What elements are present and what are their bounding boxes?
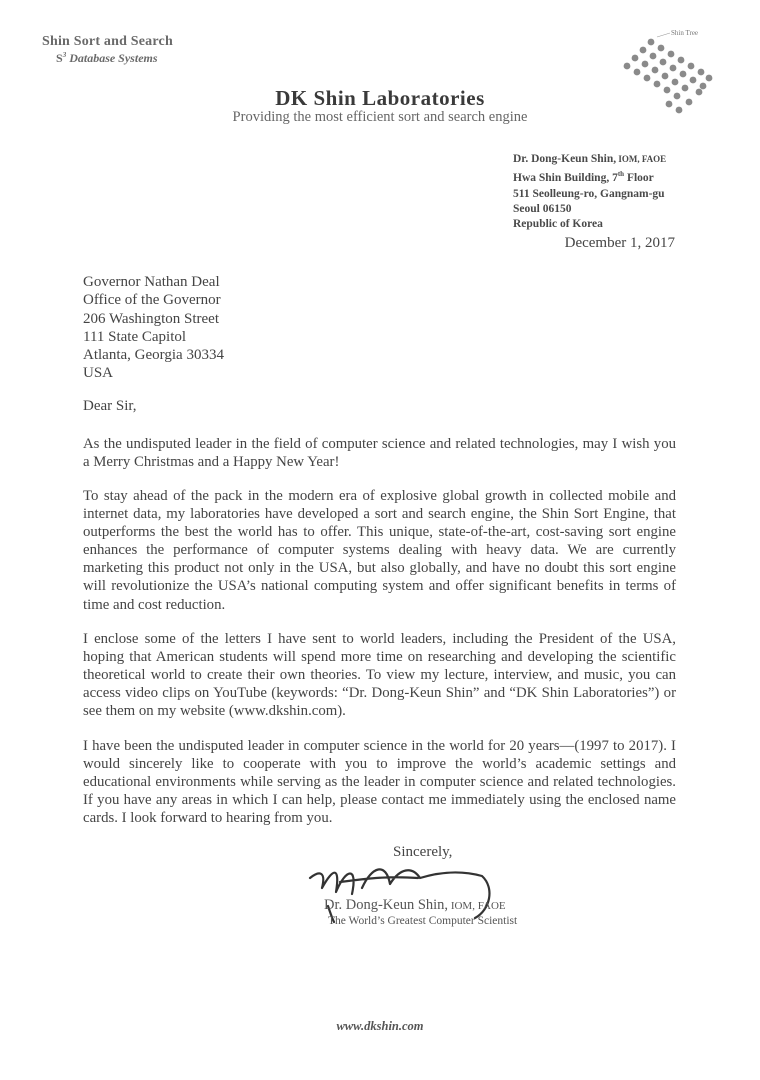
sender-credentials: IOM, FAOE	[616, 154, 667, 164]
shin-tree-dot	[640, 47, 647, 54]
recipient-building: 111 State Capitol	[83, 328, 187, 345]
shin-tree-dot	[652, 67, 659, 74]
shin-tree-label: Shin Tree	[671, 29, 699, 37]
shin-tree-dot	[624, 63, 631, 70]
signatory-credentials: IOM, FAOE	[448, 900, 506, 912]
shin-tree-dot	[644, 75, 651, 82]
sender-name: Dr. Dong-Keun Shin,	[513, 153, 617, 165]
recipient-city: Atlanta, Georgia 30334	[83, 347, 224, 364]
recipient-address	[83, 273, 224, 383]
shin-tree-dot	[698, 69, 705, 76]
sender-address	[513, 152, 666, 233]
signatory-name-line	[324, 897, 506, 914]
shin-tree-dot	[632, 55, 639, 62]
shin-tree-dot	[642, 61, 649, 68]
lab-title: DK Shin Laboratories	[275, 86, 485, 110]
sender-name-line	[513, 152, 666, 167]
recipient-office: Office of the Governor	[83, 292, 221, 309]
shin-tree-dot	[634, 69, 641, 76]
brand-tag-sup: 3	[62, 51, 67, 59]
lab-subtitle: Providing the most efficient sort and search engine	[232, 109, 528, 125]
valediction: Sincerely,	[393, 844, 453, 860]
sender-city: Seoul 06150	[513, 203, 572, 216]
shin-tree-dot	[672, 79, 679, 86]
brand-name: Shin Sort and Search	[42, 34, 173, 49]
recipient-name: Governor Nathan Deal	[83, 274, 220, 290]
body-paragraph-3: I enclose some of the letters I have sent to world leaders, including the President of the USA, hoping that American students will spend more time on researching and developing the scientific theoretical world to create their own theories. To view my lecture, interview, and music, you can access video clips on YouTube (keywords: “Dr. Dong-Keun Shin” and “DK Shin Laboratories”) or see them on my website (www.dkshin.com).	[83, 631, 676, 720]
shin-tree-dot	[668, 51, 675, 58]
body-paragraph-4: I have been the undisputed leader in computer science in the world for 20 years—(1997 to 2017). I would sincerely like to cooperate with you to improve the world’s academic settings and educational environments while serving as the leader in computer science and related technologies. If you have any areas in which I can help, please contact me immediately using the enclosed name cards. I look forward to hearing from you.	[83, 738, 676, 827]
shin-tree-dot	[680, 71, 687, 78]
signatory-name: Dr. Dong-Keun Shin,	[324, 897, 449, 913]
shin-tree-dot	[690, 77, 697, 84]
shin-tree-dot	[678, 57, 685, 64]
signatory-title: The World’s Greatest Computer Scientist	[328, 915, 518, 927]
shin-tree-dot	[648, 39, 655, 46]
brand-tag-text: Database Systems	[66, 51, 158, 65]
salutation: Dear Sir,	[83, 398, 137, 414]
sender-building: Hwa Shin Building, 7	[513, 172, 618, 185]
sender-building-tail: Floor	[624, 172, 654, 185]
shin-tree-dot	[662, 73, 669, 80]
footer-website: www.dkshin.com	[336, 1019, 424, 1033]
shin-tree-pointer	[657, 33, 670, 37]
shin-tree-dot	[650, 53, 657, 60]
body-paragraph-2: To stay ahead of the pack in the modern era of explosive global growth in collected mobile and internet data, my laboratories have developed a sort and search engine, the Shin Sort Engine, that outperforms the best the world has to offer. This unique, state-of-the-art, cost-saving sort engine enhances the performance of computer systems dealing with heavy data. We are currently marketing this product not only in the USA, but also globally, and have no doubt this sort engine will revolutionize the USA’s national computing system and offer significant benefits in terms of time and cost reduction.	[83, 488, 676, 613]
letter-date: December 1, 2017	[564, 235, 675, 251]
recipient-street: 206 Washington Street	[83, 310, 220, 327]
shin-tree-dot	[706, 75, 713, 82]
sender-building-sup: th	[617, 170, 625, 179]
sender-building-line	[513, 167, 666, 186]
brand-tag-s: S	[56, 51, 63, 65]
sender-country: Republic of Korea	[513, 218, 603, 231]
sender-street: 511 Seolleung-ro, Gangnam-gu	[513, 187, 665, 200]
shin-tree-dot	[688, 63, 695, 70]
body-paragraph-1: As the undisputed leader in the field of computer science and related technologies, may I wish you a Merry Christmas and a Happy New Year!	[83, 436, 676, 471]
shin-tree-dot	[658, 45, 665, 52]
recipient-country: USA	[83, 365, 114, 382]
shin-tree-dot	[660, 59, 667, 66]
shin-tree-dot	[670, 65, 677, 72]
brand-tagline	[56, 51, 158, 66]
